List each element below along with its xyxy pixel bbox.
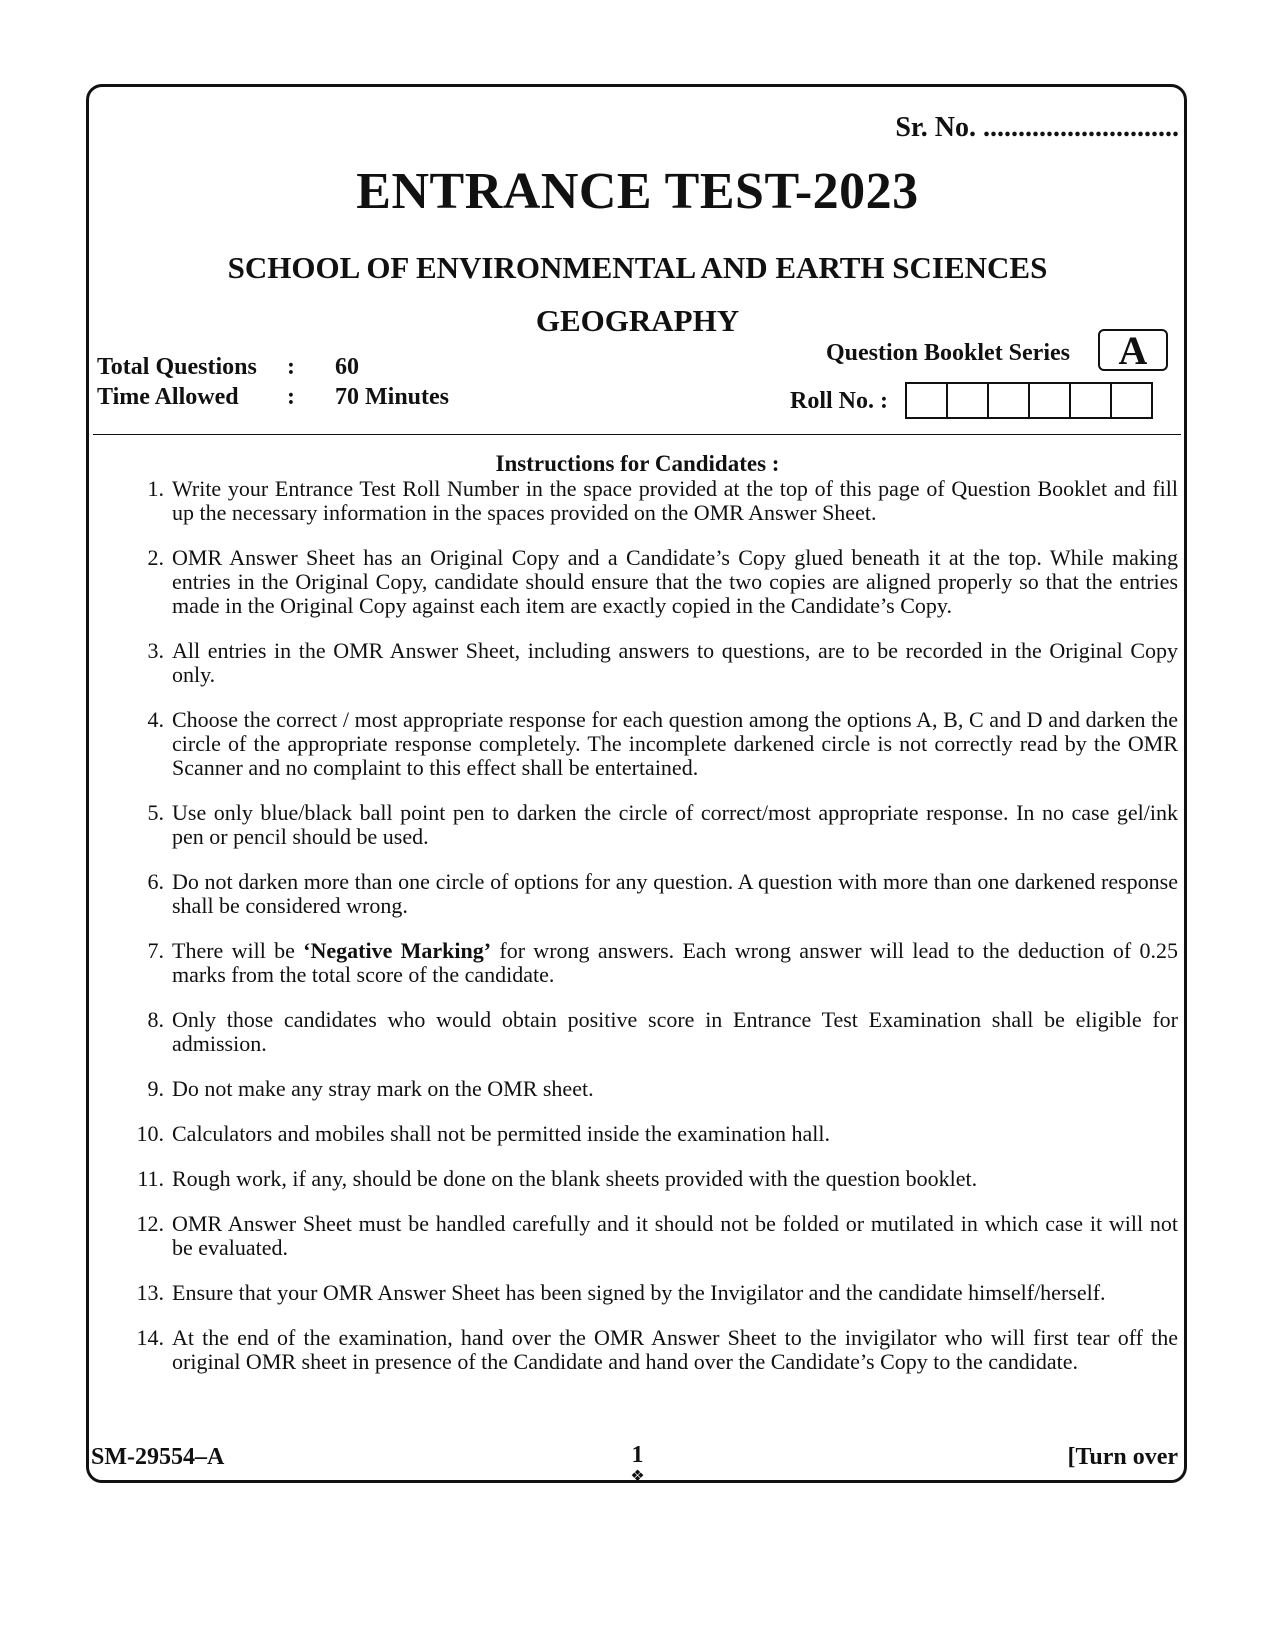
- instruction-text: Ensure that your OMR Answer Sheet has been signed by the Invigilator and the candidate himself/herself.: [172, 1280, 1106, 1305]
- instruction-item: [128, 801, 1178, 849]
- instruction-text: OMR Answer Sheet must be handled carefully and it should not be folded or mutilated in which case it will not be evaluated.: [172, 1211, 1178, 1260]
- roll-number-box[interactable]: [987, 382, 1030, 419]
- serial-number: Sr. No. ............................: [895, 112, 1179, 143]
- roll-number-boxes: [907, 382, 1153, 419]
- instruction-text: Only those candidates who would obtain positive score in Entrance Test Examination shall be eligible for admission.: [172, 1007, 1178, 1056]
- roll-number-box[interactable]: [1069, 382, 1112, 419]
- instruction-item: [128, 1077, 1178, 1101]
- instruction-number: 6.: [147, 869, 164, 894]
- instruction-number: 3.: [147, 638, 164, 663]
- booklet-series-value: A: [1098, 329, 1168, 371]
- instructions-list: [128, 477, 1178, 1374]
- negative-marking-emphasis: ‘Negative Marking’: [303, 938, 492, 963]
- roll-number-box[interactable]: [1110, 382, 1153, 419]
- header-divider: [93, 434, 1181, 435]
- instruction-item: [128, 1008, 1178, 1056]
- instruction-text: Rough work, if any, should be done on the blank sheets provided with the question booklet.: [172, 1166, 978, 1191]
- instruction-item: [128, 939, 1178, 987]
- time-allowed-label: Time Allowed: [97, 384, 239, 410]
- instruction-number: 13.: [136, 1280, 164, 1305]
- instruction-number: 5.: [147, 800, 164, 825]
- instruction-item: [128, 639, 1178, 687]
- instruction-number: 1.: [147, 476, 164, 501]
- instruction-number: 12.: [136, 1211, 164, 1236]
- time-allowed-colon: :: [287, 384, 295, 410]
- instruction-text: Do not darken more than one circle of options for any question. A question with more than one darkened response shall be considered wrong.: [172, 869, 1178, 918]
- instruction-number: 8.: [147, 1007, 164, 1032]
- instruction-number: 2.: [147, 545, 164, 570]
- instruction-text: Use only blue/black ball point pen to darken the circle of correct/most appropriate response. In no case gel/ink pen or pencil should be used.: [172, 800, 1178, 849]
- instruction-text: Calculators and mobiles shall not be permitted inside the examination hall.: [172, 1121, 831, 1146]
- instruction-number: 9.: [147, 1076, 164, 1101]
- instruction-text: Do not make any stray mark on the OMR sheet.: [172, 1076, 594, 1101]
- instruction-number: 10.: [136, 1121, 164, 1146]
- instruction-text: All entries in the OMR Answer Sheet, including answers to questions, are to be recorded in the Original Copy only.: [172, 638, 1178, 687]
- instruction-text: There will be: [172, 938, 304, 963]
- instruction-item: [128, 1212, 1178, 1260]
- page-number: 1: [631, 1442, 644, 1468]
- instruction-text: Write your Entrance Test Roll Number in the space provided at the top of this page of Question Booklet and fill up the necessary information in the spaces provided on the OMR Answer Sheet.: [172, 476, 1178, 525]
- instruction-item: [128, 708, 1178, 780]
- ornament-icon: ❖: [630, 1468, 645, 1485]
- roll-number-box[interactable]: [946, 382, 989, 419]
- roll-number-box[interactable]: [1028, 382, 1071, 419]
- instruction-number: 14.: [136, 1325, 164, 1350]
- school-name: SCHOOL OF ENVIRONMENTAL AND EARTH SCIENCES: [227, 250, 1048, 285]
- roll-number-box[interactable]: [905, 382, 948, 419]
- instruction-item: [128, 1122, 1178, 1146]
- instruction-item: [128, 1167, 1178, 1191]
- instruction-text: OMR Answer Sheet has an Original Copy and a Candidate’s Copy glued beneath it at the top. While making entries in the Original Copy, candidate should ensure that the two copies are aligned properly so that the entries made in the Original Copy against each item are exactly copied in the Candidate’s Copy.: [172, 545, 1178, 618]
- time-allowed-value: 70 Minutes: [335, 384, 449, 410]
- roll-number-label: Roll No. :: [790, 388, 888, 414]
- paper-code: SM-29554–A: [91, 1444, 225, 1470]
- instruction-text: Choose the correct / most appropriate response for each question among the options A, B, C and D and darken the circle of the appropriate response completely. The incomplete darkened circle is not correctly read by the OMR Scanner and no complaint to this effect shall be entertained.: [172, 707, 1178, 780]
- total-questions-value: 60: [335, 354, 359, 380]
- instruction-text: for wrong answers. Each wrong answer will lead to the deduction of 0.25 marks from the total score of the candidate.: [172, 938, 1178, 987]
- subject-name: GEOGRAPHY: [535, 303, 740, 338]
- instruction-item: [128, 1326, 1178, 1374]
- instruction-text: At the end of the examination, hand over the OMR Answer Sheet to the invigilator who will first tear off the original OMR sheet in presence of the Candidate and hand over the Candidate’s Copy to the candidate.: [172, 1325, 1178, 1374]
- page-title: ENTRANCE TEST-2023: [356, 163, 919, 220]
- turn-over-note: [Turn over: [1067, 1444, 1178, 1470]
- instruction-number: 4.: [147, 707, 164, 732]
- total-questions-label: Total Questions: [97, 354, 257, 380]
- instruction-number: 7.: [147, 938, 164, 963]
- instructions-title: Instructions for Candidates :: [495, 451, 780, 476]
- booklet-series-label: Question Booklet Series: [826, 340, 1070, 366]
- instruction-item: [128, 546, 1178, 618]
- total-questions-colon: :: [287, 354, 295, 380]
- instruction-number: 11.: [137, 1166, 164, 1191]
- instruction-item: [128, 1281, 1178, 1305]
- instruction-item: [128, 477, 1178, 525]
- instruction-item: [128, 870, 1178, 918]
